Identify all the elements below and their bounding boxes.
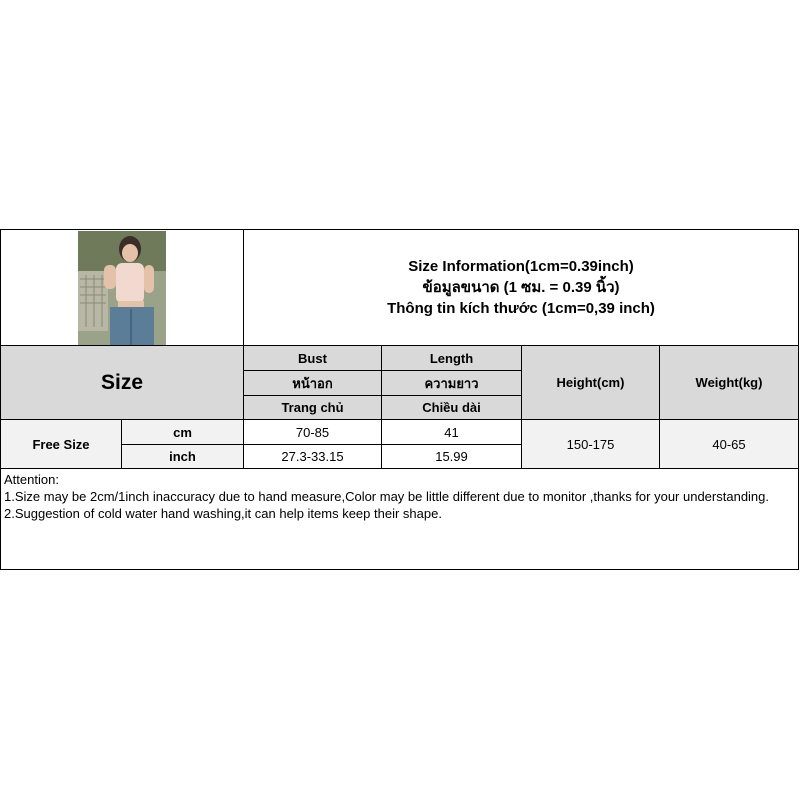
unit-cm-label: cm [121, 419, 244, 445]
length-header-en: Length [381, 345, 522, 371]
length-header-vi: Chiều dài [381, 395, 522, 420]
attention-notes [0, 468, 799, 570]
weight-header: Weight(kg) [659, 345, 799, 420]
product-photo-cell [0, 229, 244, 346]
product-photo [78, 231, 166, 345]
bust-header-th: หน้าอก [243, 370, 382, 396]
size-chart [0, 229, 799, 570]
title-english: Size Information(1cm=0.39inch) [408, 258, 634, 275]
length-header-th: ความยาว [381, 370, 522, 396]
bust-cm-value: 70-85 [243, 419, 382, 445]
length-inch-value: 15.99 [381, 444, 522, 469]
size-information-title [243, 229, 799, 346]
notes-line-2: 2.Suggestion of cold water hand washing,it can help items keep their shape. [4, 506, 442, 521]
length-cm-value: 41 [381, 419, 522, 445]
title-thai: ข้อมูลขนาด (1 ซม. = 0.39 นิ้ว) [422, 279, 620, 296]
unit-inch-label: inch [121, 444, 244, 469]
bust-header-vi: Trang chủ [243, 395, 382, 420]
notes-heading: Attention: [4, 472, 59, 487]
height-header: Height(cm) [521, 345, 660, 420]
notes-line-1: 1.Size may be 2cm/1inch inaccuracy due to hand measure,Color may be little different due to monitor ,thanks for your understanding. [4, 489, 770, 504]
free-size-label: Free Size [0, 419, 122, 469]
height-value: 150-175 [521, 419, 660, 469]
size-label: Size [0, 345, 244, 420]
bust-inch-value: 27.3-33.15 [243, 444, 382, 469]
weight-value: 40-65 [659, 419, 799, 469]
bust-header-en: Bust [243, 345, 382, 371]
title-vietnamese: Thông tin kích thước (1cm=0,39 inch) [387, 300, 655, 317]
